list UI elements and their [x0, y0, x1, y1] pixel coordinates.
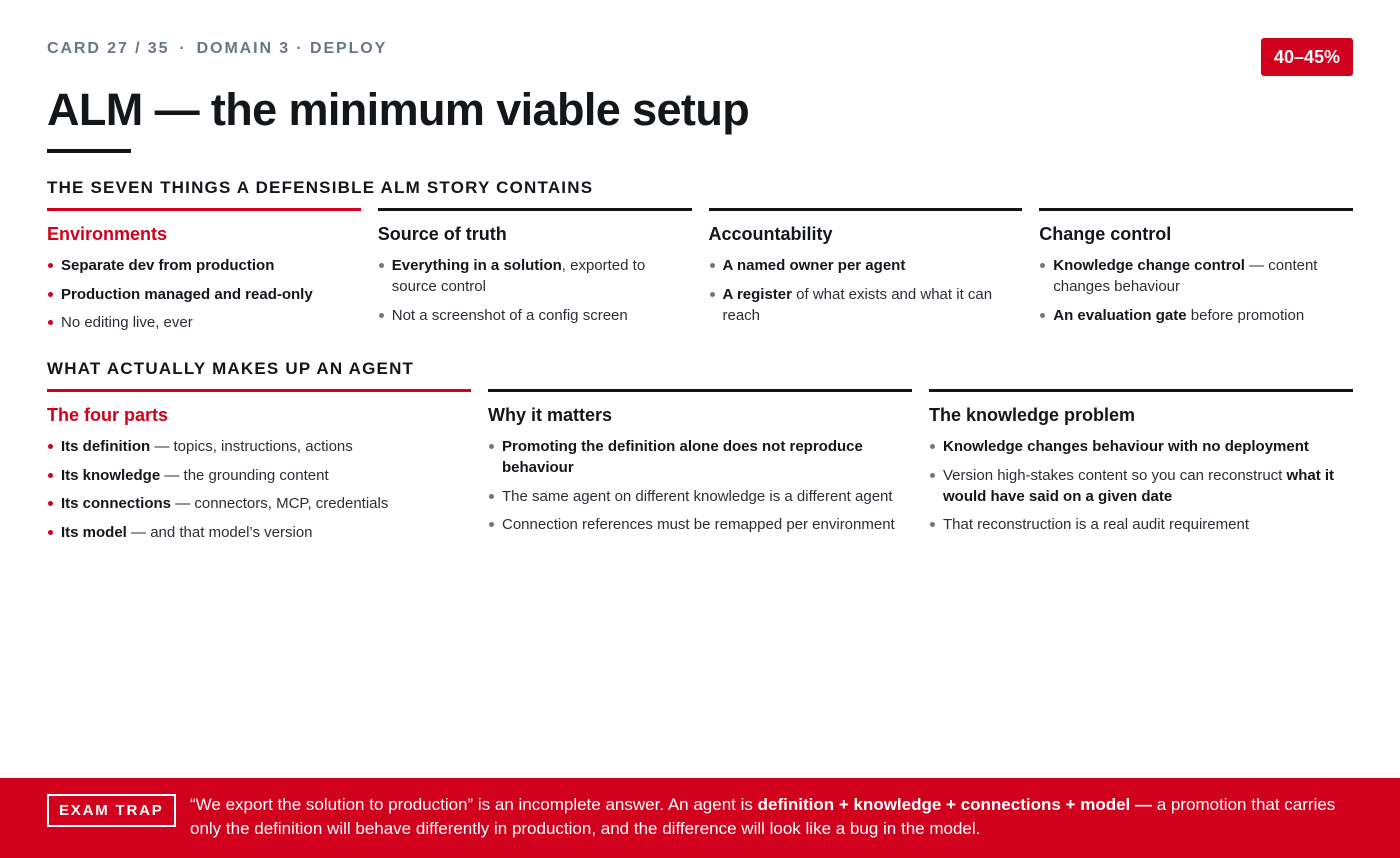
bullet-item: [378, 305, 692, 326]
bullet-text: — and that model’s version: [126, 523, 313, 541]
exam-trap-banner: [0, 778, 1400, 858]
column-source-of-truth: [378, 208, 692, 341]
section-heading-agent-parts: WHAT ACTUALLY MAKES UP AN AGENT: [47, 359, 415, 378]
exam-trap-text-tail: a promotion that carries only the definition will behave differently in production, and the difference will look like a bug in the model.: [190, 795, 1336, 838]
bullet-text: , exported to source control: [391, 257, 646, 295]
bullet-text: — connectors, MCP, credentials: [171, 495, 389, 512]
eyebrow: [47, 40, 387, 58]
bullet-item: [488, 514, 912, 535]
bullet-item: [929, 465, 1353, 507]
bullet-list: [47, 255, 361, 333]
bullet-bold-text: A register: [722, 285, 792, 303]
card-counter: CARD 27 / 35: [47, 40, 170, 57]
bullet-item: [488, 486, 912, 507]
bullet-bold-text: Knowledge changes behaviour with no deployment: [943, 438, 1309, 455]
column-title: Change control: [1039, 224, 1172, 244]
bullet-item: [1039, 255, 1353, 297]
bullet-item: [1039, 305, 1353, 326]
bullet-item: [929, 436, 1353, 457]
bullet-item: [709, 255, 1023, 276]
eyebrow-separator: ·: [179, 40, 187, 57]
bullet-bold-text: Its definition: [61, 438, 151, 455]
column-title: Source of truth: [377, 224, 507, 244]
bullet-lead-text: Version high-stakes content so you can reconstruct: [943, 466, 1287, 484]
column-title: The four parts: [47, 405, 169, 425]
column-the-knowledge-problem: [929, 389, 1353, 550]
page-title: ALM — the minimum viable setup: [47, 84, 750, 135]
column-title: Why it matters: [488, 405, 613, 425]
column-why-it-matters: [488, 389, 912, 550]
exam-trap-text-lead: “We export the solution to production” is an incomplete answer. An agent is: [190, 795, 758, 814]
column-environments: [47, 208, 361, 341]
bullet-text: The same agent on different knowledge is a different agent: [502, 487, 893, 505]
weight-badge: 40–45%: [1261, 38, 1353, 76]
bullet-text: — content changes behaviour: [1053, 257, 1318, 295]
bullet-text: Not a screenshot of a config screen: [391, 306, 628, 324]
bullet-bold-text: what it would have said on a given date: [943, 466, 1335, 505]
bullet-item: [47, 436, 471, 457]
section-heading-seven-things: THE SEVEN THINGS A DEFENSIBLE ALM STORY CONTAINS: [47, 178, 594, 197]
bullet-list: [929, 436, 1353, 535]
bullet-list: [378, 255, 692, 326]
column-the-four-parts: [47, 389, 471, 550]
domain-label: DOMAIN 3 · DEPLOY: [196, 40, 388, 57]
bullet-item: [47, 284, 361, 305]
column-change-control: [1039, 208, 1353, 341]
bullet-text: No editing live, ever: [61, 314, 193, 331]
bullet-text: — the grounding content: [160, 466, 329, 484]
bullet-item: [378, 255, 692, 297]
bullet-bold-text: Its knowledge: [61, 466, 161, 484]
column-accountability: [709, 208, 1023, 341]
bullet-text: of what exists and what it can reach: [722, 285, 993, 324]
seven-things-grid: [47, 208, 1353, 341]
bullet-bold-text: Its model: [61, 523, 127, 541]
exam-trap-text: [190, 793, 1340, 841]
bullet-text: Connection references must be remapped per environment: [502, 516, 895, 533]
title-underline: [47, 149, 131, 153]
bullet-list: [47, 436, 471, 543]
bullet-item: [709, 284, 1023, 326]
bullet-bold-text: Promoting the definition alone does not reproduce behaviour: [502, 438, 863, 476]
bullet-item: [47, 465, 471, 486]
bullet-item: [47, 312, 361, 333]
bullet-list: [709, 255, 1023, 326]
bullet-bold-text: Everything in a solution: [391, 257, 562, 274]
bullet-item: [47, 522, 471, 543]
bullet-bold-text: Separate dev from production: [61, 257, 275, 274]
bullet-item: [488, 436, 912, 478]
column-title: Accountability: [708, 224, 833, 244]
bullet-text: That reconstruction is a real audit requirement: [943, 516, 1249, 533]
column-title: The knowledge problem: [929, 405, 1136, 425]
bullet-list: [1039, 255, 1353, 326]
bullet-item: [929, 514, 1353, 535]
exam-trap-text-emphasis: definition + knowledge + connections + model —: [757, 795, 1152, 814]
exam-trap-label: EXAM TRAP: [47, 794, 176, 827]
bullet-bold-text: Its connections: [61, 495, 172, 512]
bullet-bold-text: A named owner per agent: [722, 257, 906, 274]
bullet-text: before promotion: [1186, 306, 1305, 324]
agent-parts-grid: [47, 389, 1353, 550]
bullet-bold-text: Knowledge change control: [1053, 257, 1245, 274]
bullet-bold-text: Production managed and read-only: [61, 285, 313, 303]
column-title: Environments: [47, 224, 168, 244]
bullet-bold-text: An evaluation gate: [1053, 306, 1187, 324]
bullet-item: [47, 255, 361, 276]
bullet-text: — topics, instructions, actions: [150, 438, 353, 455]
bullet-list: [488, 436, 912, 535]
card-header: [47, 38, 1353, 78]
bullet-item: [47, 493, 471, 514]
